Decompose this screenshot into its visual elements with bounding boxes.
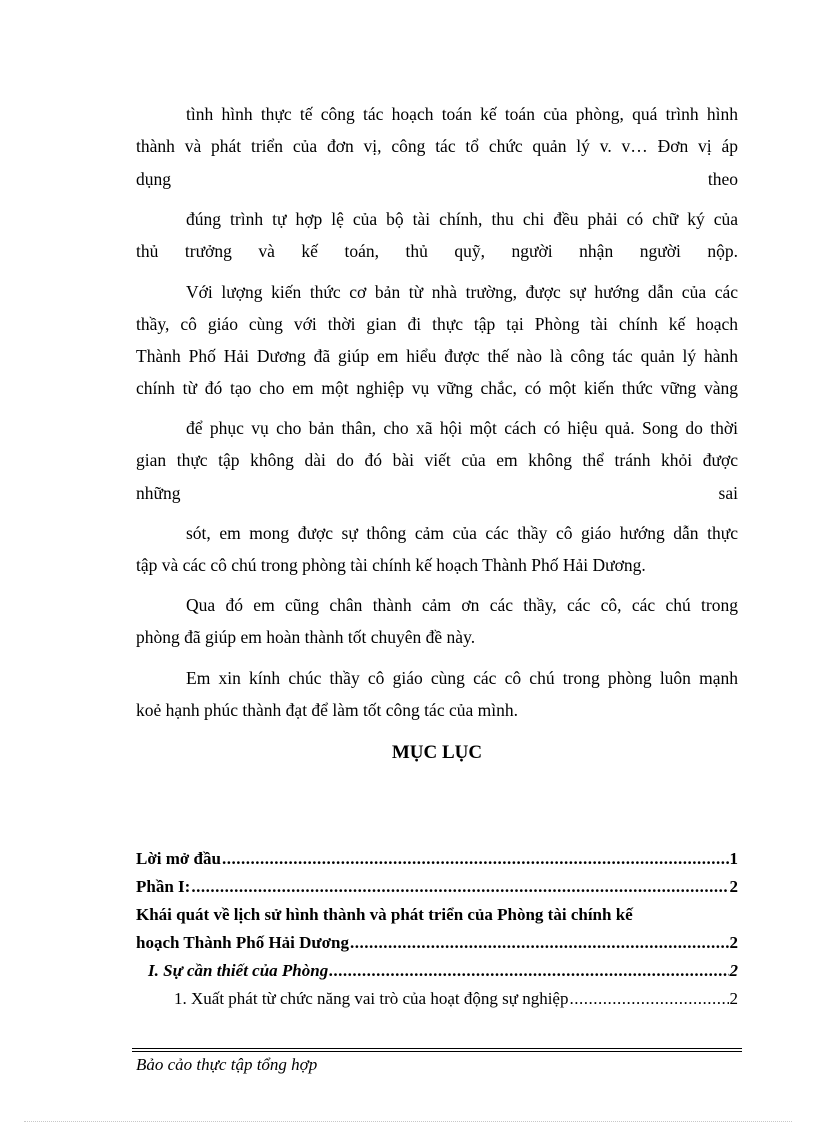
paragraph-line: thành và phát triển của đơn vị, công tác tổ chức quản lý v. v… Đơn vị áp xyxy=(136,136,738,156)
toc-entry[interactable] xyxy=(148,959,738,983)
paragraph-line: thủ trưởng và kế toán, thủ quỹ, người nhận người nộp. xyxy=(136,241,738,261)
page-edge-divider xyxy=(24,1121,792,1122)
toc-entry-label: I. Sự cần thiết của Phòng xyxy=(148,961,329,980)
toc-entry[interactable] xyxy=(136,931,738,955)
toc-page-number: 2 xyxy=(729,933,738,952)
toc-page-number: 2 xyxy=(729,989,738,1008)
paragraph-line: tập và các cô chú trong phòng tài chính kế hoạch Thành Phố Hải Dương. xyxy=(136,555,646,575)
paragraph-line: tình hình thực tế công tác hoạch toán kế toán của phòng, quá trình hình xyxy=(186,104,738,124)
toc-leader-dots xyxy=(191,875,728,899)
toc-entry[interactable] xyxy=(174,987,738,1011)
paragraph-line: Với lượng kiến thức cơ bản từ nhà trường, được sự hướng dẫn của các xyxy=(186,282,738,302)
paragraph-line: Em xin kính chúc thầy cô giáo cùng các cô chú trong phòng luôn mạnh xyxy=(186,668,738,688)
paragraph-line: koẻ hạnh phúc thành đạt để làm tốt công tác của mình. xyxy=(136,700,518,720)
paragraph-line: những sai xyxy=(136,483,738,503)
paragraph-line: để phục vụ cho bản thân, cho xã hội một cách có hiệu quả. Song do thời xyxy=(186,418,738,438)
toc-page-number: 1 xyxy=(729,849,738,868)
toc-title: MỤC LỤC xyxy=(391,742,483,763)
toc-leader-dots xyxy=(350,931,729,955)
paragraph-line: dụng theo xyxy=(136,169,738,189)
toc-entry-label: hoạch Thành Phố Hải Dương xyxy=(136,933,349,952)
toc-page-number: 2 xyxy=(729,961,738,980)
paragraph-line: Qua đó em cũng chân thành cảm ơn các thầy, các cô, các chú trong xyxy=(186,595,738,615)
paragraph-line: thầy, cô giáo cùng với thời gian đi thực tập tại Phòng tài chính kế hoạch xyxy=(136,314,738,334)
paragraph-line: đúng trình tự hợp lệ của bộ tài chính, thu chi đều phải có chữ ký của xyxy=(186,209,738,229)
toc-page-number: 2 xyxy=(729,877,738,896)
paragraph-line: Thành Phố Hải Dương đã giúp em hiểu được thế nào là công tác quản lý hành xyxy=(136,346,738,366)
toc-leader-dots xyxy=(569,987,728,1011)
toc-leader-dots xyxy=(222,847,729,871)
footer-rule xyxy=(132,1048,742,1049)
paragraph-line: sót, em mong được sự thông cảm của các thầy cô giáo hướng dẫn thực xyxy=(186,523,738,543)
toc-leader-dots xyxy=(329,959,728,983)
paragraph-line: gian thực tập không dài do đó bài viết của em không thể tránh khỏi được xyxy=(136,450,738,470)
paragraph-line: chính từ đó tạo cho em một nghiệp vụ vững chắc, có một kiến thức vững vàng xyxy=(136,378,738,398)
toc-entry[interactable] xyxy=(136,847,738,871)
toc-entry-label: Lời mở đầu xyxy=(136,849,221,868)
footer-rule xyxy=(132,1051,742,1052)
paragraph-line: phòng đã giúp em hoàn thành tốt chuyên đề này. xyxy=(136,627,476,647)
toc-entry-label: Phần I: xyxy=(136,877,191,896)
toc-entry-label-line[interactable]: Khái quát về lịch sử hình thành và phát triển của Phòng tài chính kế xyxy=(136,905,633,924)
footer-text: Bảo cảo thực tập tổng hợp xyxy=(136,1055,318,1074)
toc-entry[interactable] xyxy=(136,875,738,899)
toc-entry-label: 1. Xuất phát từ chức năng vai trò của hoạt động sự nghiệp xyxy=(174,989,569,1008)
